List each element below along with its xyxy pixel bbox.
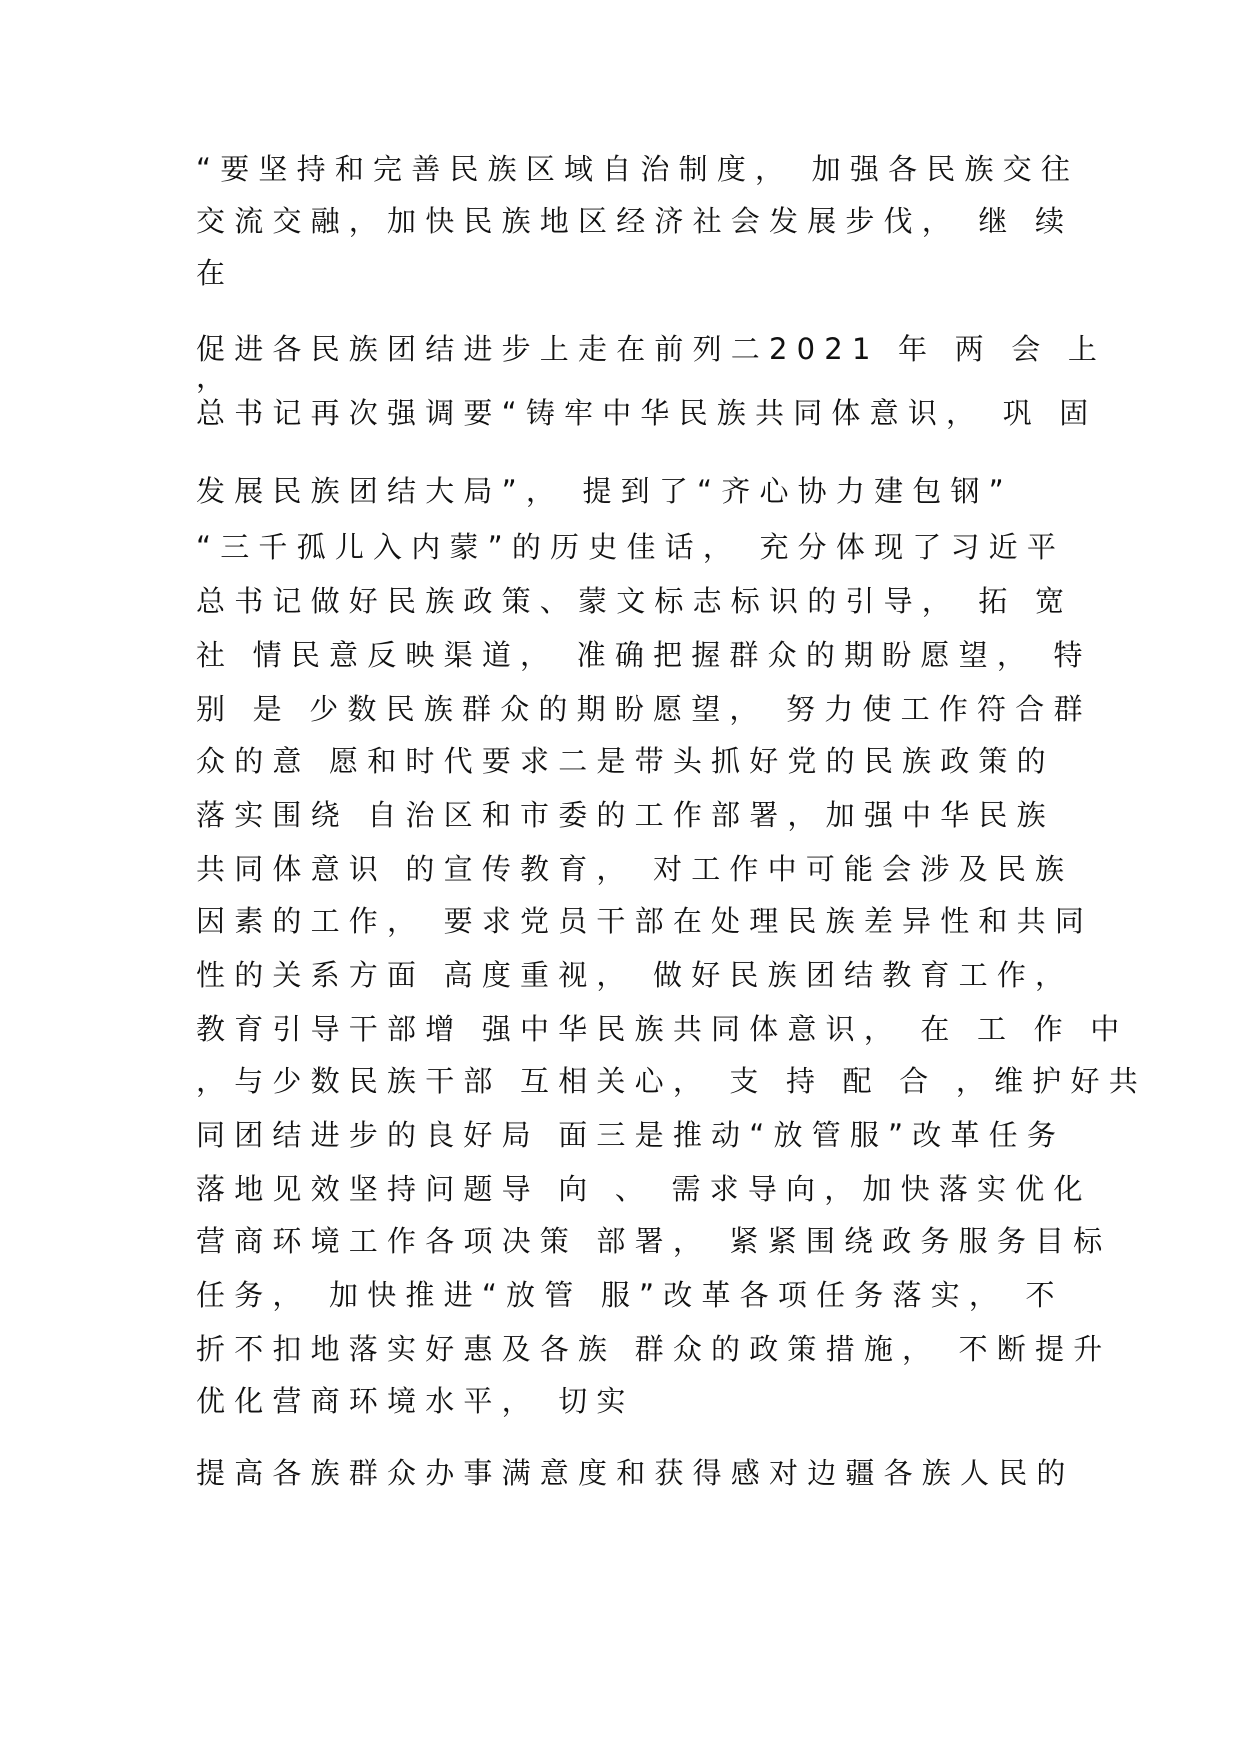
- text-line: 落地见效坚持问题导 向 、 需求导向，加快落实优化: [196, 1172, 1092, 1206]
- text-line: ，与少数民族干部 互相关心， 支 持 配 合 ，维护好共: [196, 1064, 1147, 1098]
- text-line: 提高各族群众办事满意度和获得感对边疆各族人民的: [196, 1456, 1075, 1490]
- text-line: 交流交融，加快民族地区经济社会发展步伐， 继 续: [196, 204, 1074, 238]
- text-line: 共同体意识 的宣传教育， 对工作中可能会涉及民族: [196, 852, 1074, 886]
- text-line: 营商环境工作各项决策 部署， 紧紧围绕政务服务目标: [196, 1224, 1112, 1258]
- text-line: “三千孤儿入内蒙”的历史佳话， 充分体现了习近平: [196, 530, 1066, 564]
- text-line: 总书记做好民族政策、蒙文标志标识的引导， 拓 宽: [196, 584, 1074, 618]
- text-line: 任务， 加快推进“放管 服”改革各项任务落实， 不: [196, 1278, 1064, 1312]
- text-line: 优化营商环境水平， 切实: [196, 1384, 635, 1418]
- text-line: 在: [196, 256, 235, 290]
- text-line: 因素的工作， 要求党员干部在处理民族差异性和共同: [196, 904, 1094, 938]
- text-line: 折不扣地落实好惠及各族 群众的政策措施， 不断提升: [196, 1332, 1112, 1366]
- text-line: ，: [196, 360, 235, 394]
- text-line: 总书记再次强调要“铸牢中华民族共同体意识， 巩 固: [196, 396, 1098, 430]
- text-line: 教育引导干部增 强中华民族共同体意识， 在 工 作 中: [196, 1012, 1129, 1046]
- text-line: 同团结进步的良好局 面三是推动“放管服”改革任务: [196, 1118, 1066, 1152]
- text-line: 性的关系方面 高度重视， 做好民族团结教育工作，: [196, 958, 1074, 992]
- text-line: 发展民族团结大局”， 提到了“齐心协力建包钢”: [196, 474, 1013, 508]
- text-line: 别 是 少数民族群众的期盼愿望， 努力使工作符合群: [196, 692, 1092, 726]
- text-line: 促进各民族团结进步上走在前列二2021 年 两 会 上: [196, 332, 1107, 366]
- text-line: 众的意 愿和时代要求二是带头抓好党的民族政策的: [196, 744, 1055, 778]
- text-line: “要坚持和完善民族区域自治制度， 加强各民族交往: [196, 152, 1080, 186]
- text-line: 社 情民意反映渠道， 准确把握群众的期盼愿望， 特: [196, 638, 1092, 672]
- text-line: 落实围绕 自治区和市委的工作部署，加强中华民族: [196, 798, 1055, 832]
